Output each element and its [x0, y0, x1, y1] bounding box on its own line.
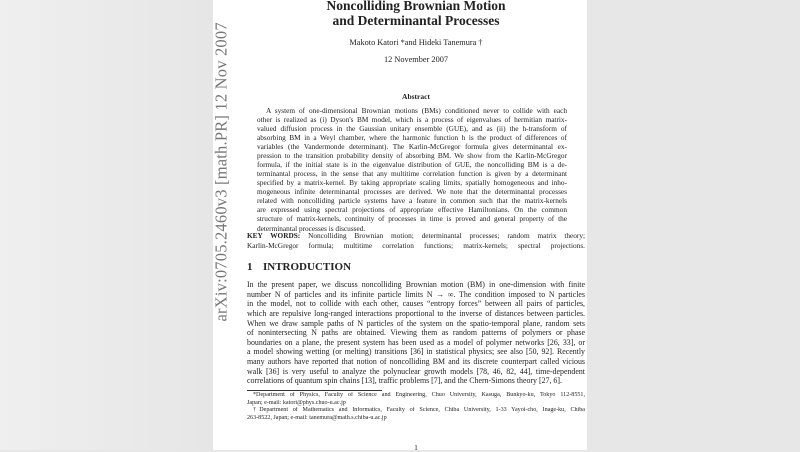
- intro-line: in the model, not to collide with each other, causes “entropy forces” between all pairs of particles,: [247, 299, 585, 309]
- abstract-line: other is realized as (i) Dyson's BM model, which is a process of eigenvalues of hermitian matrix-: [257, 114, 567, 124]
- abstract-line: related with noncolliding particle systems have a feature in common such that the matrix-kernels: [257, 196, 567, 206]
- section-number: 1: [247, 261, 253, 273]
- abstract-line: A system of one-dimensional Brownian motions (BMs) conditioned never to collide with each: [266, 105, 567, 115]
- abstract-heading: Abstract: [402, 92, 430, 101]
- keywords-line: Karlin-McGregor formula; multitime correlation functions; matrix-kernels; spectral projections.: [247, 241, 585, 250]
- footnote-rule: [247, 390, 382, 391]
- abstract-line: formula, if the initial state is in the eigenvalue distribution of GUE, the noncolliding BM is a de-: [257, 159, 567, 169]
- footnote-line: †Department of Mathematics and Informatics, Faculty of Science, Chiba University, 1-33 Yayoi-cho, Inage-ku, Chiba: [253, 407, 585, 414]
- abstract-line: valued diffusion process in the Gaussian unitary ensemble (GUE), and as (ii) the h-transform of: [257, 123, 567, 133]
- intro-line: number N of particles and its infinite particle limits N → ∞. The condition imposed to N particles: [247, 289, 585, 299]
- footnote-line: 263-8522, Japan; e-mail: tanemura@math.s.chiba-u.ac.jp: [247, 415, 387, 421]
- keywords-text: Noncolliding Brownian motion; determinantal processes; random matrix theory;: [308, 231, 585, 240]
- footnote-line: *Department of Physics, Faculty of Science and Engineering, Chuo University, Kasuga, Bunkyo-ku, Tokyo 112-8551,: [253, 392, 585, 398]
- intro-line: a model showing wetting (or melting) transitions [36] in statistical physics; see also [50, 92]. Recently: [247, 347, 585, 357]
- abstract-line: determinantal processes is discussed.: [257, 223, 366, 233]
- intro-line: which are repulsive long-ranged interactions proportional to the inverse of distances between particles.: [247, 309, 585, 318]
- section-title: INTRODUCTION: [263, 261, 352, 273]
- intro-line: of nonintersecting N paths are obtained. Viewing them as random patterns of polymers or phase: [247, 328, 585, 338]
- intro-line: boundaries on a plane, the present system has been used as a model of polymer networks [26, 33], or: [247, 337, 585, 347]
- abstract-line: terminantal process, in the sense that any multitime correlation function is given by a determinant: [257, 169, 567, 179]
- abstract-line: pression to the transition probability density of absorbing BM. We show from the Karlin-McGregor: [257, 150, 567, 160]
- abstract-line: variables (the Vandermonde determinant). The Karlin-McGregor formula gives determinantal ex-: [257, 141, 567, 151]
- page-number: 1: [414, 443, 418, 452]
- intro-line: When we draw sample paths of N particles of the system on the spatio-temporal plane, random sets: [247, 318, 585, 328]
- abstract-line: absorbing BM in a Weyl chamber, where the harmonic function h is the product of differences of: [257, 132, 567, 142]
- paper-title-line-2: and Determinantal Processes: [332, 13, 500, 28]
- intro-line: many authors have reported that notion of noncolliding BM and its discrete counterpart called vicious: [247, 357, 585, 366]
- abstract-line: specified by a matrix-kernel. By taking appropriate scaling limits, spatially homogeneous and inho-: [257, 178, 567, 188]
- intro-line: In the present paper, we discuss noncolliding Brownian motion (BM) in one-dimension with finite: [247, 280, 585, 290]
- date: 12 November 2007: [383, 55, 449, 64]
- keywords-line: [247, 231, 585, 241]
- abstract-line: are expressed using spectral projections of appropriate effective Hamiltonians. On the common: [257, 205, 567, 215]
- intro-line: walk [36] is very useful to analyze the polynuclear growth models [78, 46, 82, 44], time-dependent: [247, 366, 585, 376]
- keywords-label: KEY WORDS:: [247, 231, 301, 240]
- abstract-line: mogeneous infinite determinantal processes are derived. We note that the determinantal processes: [257, 187, 567, 197]
- authors: Makoto Katori *and Hideki Tanemura †: [349, 38, 483, 47]
- arxiv-stamp: arXiv:0705.2460v3 [math.PR] 12 Nov 2007: [211, 22, 231, 322]
- intro-line: correlations of quantum spin chains [13], traffic problems [7], and the Chern-Simons theory [27, 6].: [247, 376, 562, 386]
- viewer-background: [0, 0, 213, 450]
- paper-title-line-1: Noncolliding Brownian Motion: [326, 0, 506, 13]
- abstract-line: structure of matrix-kernels, continuity of processes in time is proved and general property of the: [257, 214, 567, 224]
- footnote-line: Japan; e-mail: katori@phys.chuo-u.ac.jp: [247, 399, 346, 406]
